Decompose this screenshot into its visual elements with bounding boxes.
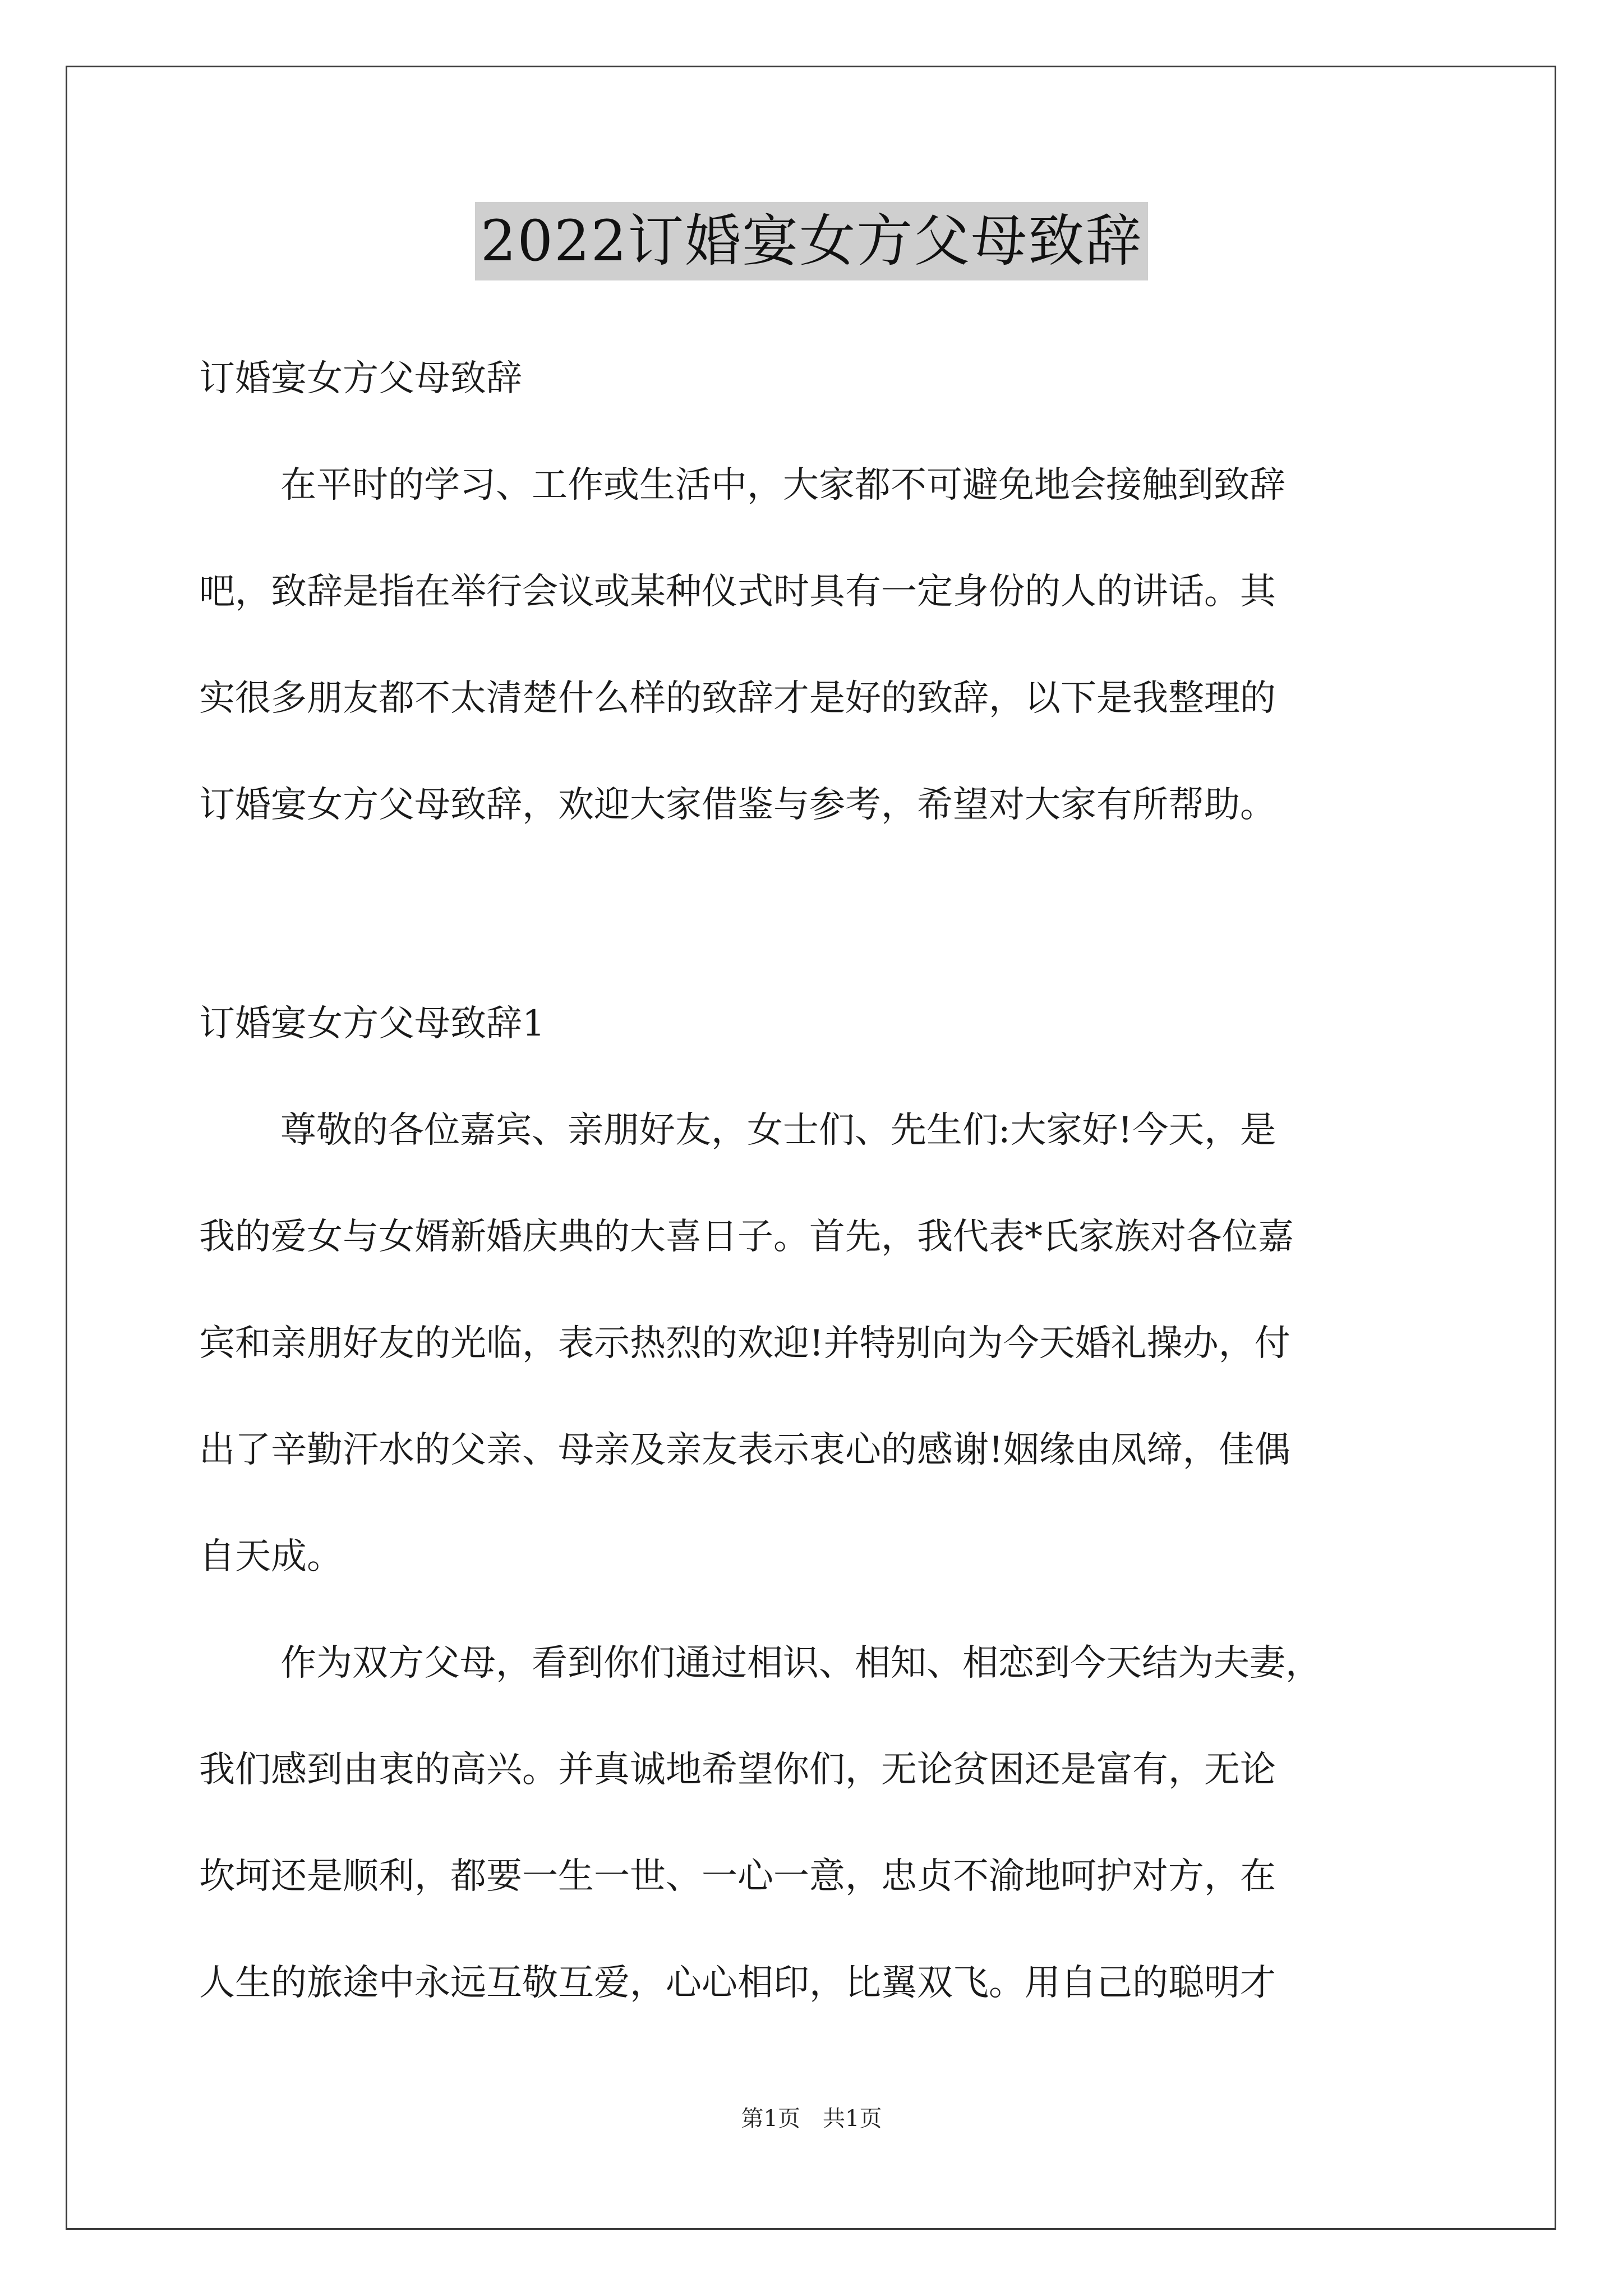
paragraph-line: 作为双方父母，看到你们通过相识、相知、相恋到今天结为夫妻， — [280, 1642, 1321, 1684]
paragraph-line: 订婚宴女方父母致辞，欢迎大家借鉴与参考，希望对大家有所帮助。 — [199, 784, 1276, 826]
paragraph-line: 尊敬的各位嘉宾、亲朋好友，女士们、先生们:大家好!今天，是 — [280, 1110, 1276, 1151]
paragraph-line: 自天成。 — [199, 1536, 343, 1577]
document-title: 2022订婚宴女方父母致辞 — [475, 202, 1149, 280]
paragraph-line: 实很多朋友都不太清楚什么样的致辞才是好的致辞，以下是我整理的 — [199, 678, 1276, 719]
page-number-footer: 第1页 共1页 — [741, 2106, 882, 2132]
section-heading: 订婚宴女方父母致辞1 — [199, 1003, 545, 1045]
paragraph-line: 吧，致辞是指在举行会议或某种仪式时具有一定身份的人的讲话。其 — [199, 571, 1276, 613]
paragraph-line: 人生的旅途中永远互敬互爱，心心相印，比翼双飞。用自己的聪明才 — [199, 1962, 1276, 2004]
paragraph-line: 我们感到由衷的高兴。并真诚地希望你们，无论贫困还是富有，无论 — [199, 1749, 1276, 1791]
paragraph-line: 在平时的学习、工作或生活中，大家都不可避免地会接触到致辞 — [280, 464, 1285, 506]
paragraph-line: 出了辛勤汗水的父亲、母亲及亲友表示衷心的感谢!姻缘由凤缔，佳偶 — [199, 1429, 1290, 1471]
paragraph-line: 坎坷还是顺利，都要一生一世、一心一意，忠贞不渝地呵护对方，在 — [199, 1856, 1276, 1897]
paragraph-line: 宾和亲朋好友的光临，表示热烈的欢迎!并特别向为今天婚礼操办，付 — [199, 1323, 1290, 1364]
title-container — [0, 202, 1623, 280]
section-heading: 订婚宴女方父母致辞 — [199, 358, 522, 399]
paragraph-line: 我的爱女与女婿新婚庆典的大喜日子。首先，我代表*氏家族对各位嘉 — [199, 1216, 1294, 1258]
